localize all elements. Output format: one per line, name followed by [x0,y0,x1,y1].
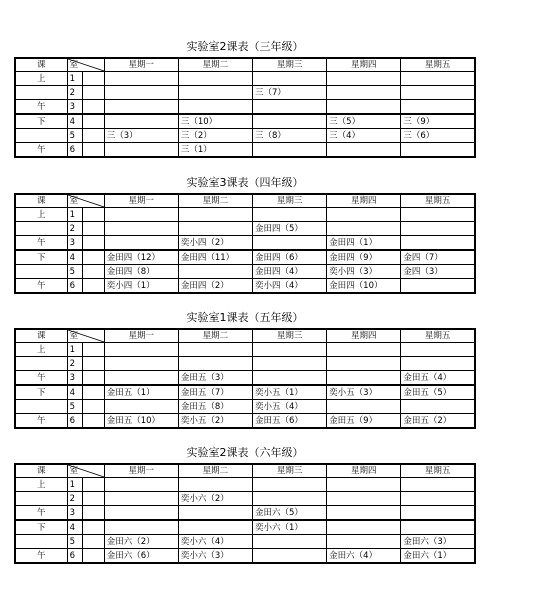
class-cell [104,343,178,357]
table-row [15,478,475,492]
diagonal-line-icon [68,195,104,207]
class-cell: 奕小六（2） [178,492,252,506]
class-cell [253,492,327,506]
table-row [15,492,475,506]
class-cell [253,549,327,564]
period-number: 3 [67,506,82,521]
period-number: 1 [67,343,82,357]
class-cell [401,279,475,294]
table-row [15,371,475,386]
class-cell: 金田五（3） [178,371,252,386]
class-cell [327,222,401,236]
class-cell [104,520,178,535]
timetable-title: 实验室1课表（五年级） [186,311,304,324]
class-cell: 金田四（11） [178,250,252,265]
header-row [15,329,475,343]
class-cell [401,400,475,414]
side-label-shang: 上 [15,72,67,86]
class-cell: 三（7） [253,86,327,100]
class-cell [401,506,475,521]
class-cell [253,143,327,158]
table-row [15,250,475,265]
side-label-wu: 午 [15,100,67,115]
diagonal-line-icon [68,59,104,71]
table-row [15,535,475,549]
class-cell [327,86,401,100]
class-cell [401,236,475,251]
class-cell: 金四（3） [401,265,475,279]
class-cell [178,72,252,86]
side-label-shang: 上 [15,208,67,222]
side-label-xia: 下 [15,250,67,265]
period-number: 1 [67,478,82,492]
header-day: 星期一 [104,464,178,478]
class-cell: 三（5） [327,114,401,129]
header-diagonal-cell [67,464,104,478]
class-cell [327,208,401,222]
class-cell [104,492,178,506]
class-cell: 奕小五（2） [178,414,252,429]
header-day: 星期二 [178,329,252,343]
class-cell: 奕小四（3） [327,265,401,279]
header-diagonal-cell [67,329,104,343]
class-cell [178,208,252,222]
table-row [15,114,475,129]
class-cell: 金田四（5） [253,222,327,236]
class-cell [253,114,327,129]
side-label-wu: 午 [15,143,67,158]
header-day: 星期三 [253,329,327,343]
class-cell [104,478,178,492]
timetable-grid [14,57,476,158]
header-ke: 课 [15,58,67,72]
timetable-grid [14,193,476,294]
class-cell: 金田五（10） [104,414,178,429]
table-row [15,236,475,251]
header-day: 星期五 [401,464,475,478]
class-cell: 金田五（4） [401,371,475,386]
class-cell [327,478,401,492]
header-row [15,194,475,208]
period-number: 4 [67,385,82,400]
class-cell: 三（1） [178,143,252,158]
class-cell: 奕小四（4） [253,279,327,294]
class-cell [104,100,178,115]
table-row [15,343,475,357]
period-number: 2 [67,357,82,371]
header-shi: 室 [69,466,79,476]
class-cell: 金田五（5） [401,385,475,400]
header-row [15,58,475,72]
class-cell: 金田四（6） [253,250,327,265]
class-cell [253,343,327,357]
class-cell: 三（8） [253,129,327,143]
class-cell [327,357,401,371]
period-number: 5 [67,400,82,414]
class-cell [401,343,475,357]
header-diagonal-cell [67,194,104,208]
table-row [15,100,475,115]
period-number: 6 [67,549,82,564]
class-cell: 金田六（5） [253,506,327,521]
class-cell: 奕小六（3） [178,549,252,564]
class-cell: 金田五（7） [178,385,252,400]
header-ke: 课 [15,329,67,343]
timetable-title: 实验室2课表（六年级） [186,446,304,459]
class-cell [401,492,475,506]
class-cell [401,520,475,535]
class-cell [327,343,401,357]
class-cell: 奕小五（4） [253,400,327,414]
side-label-shang: 上 [15,478,67,492]
class-cell [178,506,252,521]
class-cell [178,86,252,100]
class-cell [253,371,327,386]
table-row [15,385,475,400]
table-row [15,506,475,521]
period-number: 4 [67,520,82,535]
timetable-grid [14,328,476,429]
header-day: 星期五 [401,58,475,72]
class-cell [327,492,401,506]
class-cell: 奕小四（2） [178,236,252,251]
timetable-title: 实验室2课表（三年级） [186,40,304,53]
table-row [15,414,475,429]
header-day: 星期三 [253,58,327,72]
class-cell [253,100,327,115]
class-cell [253,72,327,86]
side-label-wu: 午 [15,371,67,386]
class-cell [178,343,252,357]
header-day: 星期三 [253,464,327,478]
class-cell [104,236,178,251]
header-ke: 课 [15,194,67,208]
header-day: 星期二 [178,194,252,208]
side-label-wu: 午 [15,414,67,429]
class-cell [178,100,252,115]
class-cell: 金田六（3） [401,535,475,549]
class-cell [401,100,475,115]
class-cell [253,535,327,549]
period-number: 4 [67,250,82,265]
class-cell: 三（10） [178,114,252,129]
class-cell [104,86,178,100]
period-number: 3 [67,100,82,115]
class-cell [327,100,401,115]
side-label-xia: 下 [15,114,67,129]
period-number: 2 [67,492,82,506]
period-number: 2 [67,86,82,100]
side-label-xia: 下 [15,385,67,400]
period-number: 3 [67,236,82,251]
header-day: 星期二 [178,464,252,478]
period-number: 2 [67,222,82,236]
header-ke: 课 [15,464,67,478]
class-cell [401,222,475,236]
class-cell: 金田六（6） [104,549,178,564]
class-cell: 金田四（2） [178,279,252,294]
class-cell [104,357,178,371]
header-day: 星期二 [178,58,252,72]
class-cell: 金田五（8） [178,400,252,414]
class-cell: 金四（7） [401,250,475,265]
header-day: 星期一 [104,58,178,72]
period-number: 5 [67,129,82,143]
class-cell: 金田四（12） [104,250,178,265]
class-cell [253,236,327,251]
table-row [15,208,475,222]
table-row [15,520,475,535]
class-cell [253,357,327,371]
class-cell [104,400,178,414]
class-cell [327,371,401,386]
class-cell [401,143,475,158]
table-row [15,86,475,100]
class-cell: 金田四（1） [327,236,401,251]
class-cell [401,208,475,222]
class-cell: 奕小五（1） [253,385,327,400]
side-label-wu: 午 [15,549,67,564]
class-cell [327,143,401,158]
class-cell: 奕小六（4） [178,535,252,549]
table-row [15,400,475,414]
class-cell [327,72,401,86]
class-cell: 奕小六（1） [253,520,327,535]
header-day: 星期四 [327,194,401,208]
class-cell [401,72,475,86]
timetable-title: 实验室3课表（四年级） [186,176,304,189]
timetable-grid [14,463,476,564]
class-cell: 三（2） [178,129,252,143]
period-number: 3 [67,371,82,386]
table-row [15,549,475,564]
header-day: 星期五 [401,194,475,208]
table-row [15,279,475,294]
class-cell: 三（3） [104,129,178,143]
class-cell: 三（6） [401,129,475,143]
class-cell [178,478,252,492]
class-cell: 奕小四（1） [104,279,178,294]
class-cell [178,357,252,371]
period-number: 1 [67,72,82,86]
class-cell: 金田五（6） [253,414,327,429]
class-cell [401,478,475,492]
class-cell: 三（4） [327,129,401,143]
class-cell [401,86,475,100]
class-cell [178,265,252,279]
header-shi: 室 [69,60,79,70]
table-row [15,357,475,371]
class-cell [104,222,178,236]
class-cell: 金田五（1） [104,385,178,400]
class-cell: 金田四（10） [327,279,401,294]
side-label-shang: 上 [15,343,67,357]
class-cell [253,208,327,222]
header-diagonal-cell [67,58,104,72]
class-cell: 三（9） [401,114,475,129]
diagonal-line-icon [68,465,104,477]
header-day: 星期一 [104,329,178,343]
class-cell [327,520,401,535]
class-cell: 金田四（8） [104,265,178,279]
period-number: 6 [67,279,82,294]
class-cell: 金田四（9） [327,250,401,265]
class-cell [401,357,475,371]
header-day: 星期四 [327,329,401,343]
header-day: 星期一 [104,194,178,208]
period-number: 5 [67,535,82,549]
header-day: 星期五 [401,329,475,343]
class-cell [104,72,178,86]
class-cell [104,208,178,222]
class-cell [104,143,178,158]
class-cell [327,535,401,549]
table-row [15,72,475,86]
period-number: 6 [67,414,82,429]
table-row [15,222,475,236]
diagonal-line-icon [68,330,104,342]
class-cell [327,400,401,414]
header-day: 星期三 [253,194,327,208]
period-number: 6 [67,143,82,158]
class-cell [104,506,178,521]
class-cell [104,371,178,386]
class-cell [178,222,252,236]
class-cell: 金田六（1） [401,549,475,564]
table-row [15,129,475,143]
class-cell: 金田五（9） [327,414,401,429]
side-label-wu: 午 [15,236,67,251]
class-cell: 奕小五（3） [327,385,401,400]
class-cell [104,114,178,129]
header-row [15,464,475,478]
header-shi: 室 [69,331,79,341]
side-label-wu: 午 [15,279,67,294]
class-cell: 金田六（2） [104,535,178,549]
class-cell: 金田六（4） [327,549,401,564]
period-number: 4 [67,114,82,129]
class-cell [327,506,401,521]
side-label-wu: 午 [15,506,67,521]
period-number: 1 [67,208,82,222]
class-cell: 金田四（4） [253,265,327,279]
header-shi: 室 [69,196,79,206]
side-label-xia: 下 [15,520,67,535]
period-number: 5 [67,265,82,279]
class-cell [253,478,327,492]
header-day: 星期四 [327,464,401,478]
table-row [15,265,475,279]
class-cell: 金田五（2） [401,414,475,429]
table-row [15,143,475,158]
class-cell [178,520,252,535]
header-day: 星期四 [327,58,401,72]
